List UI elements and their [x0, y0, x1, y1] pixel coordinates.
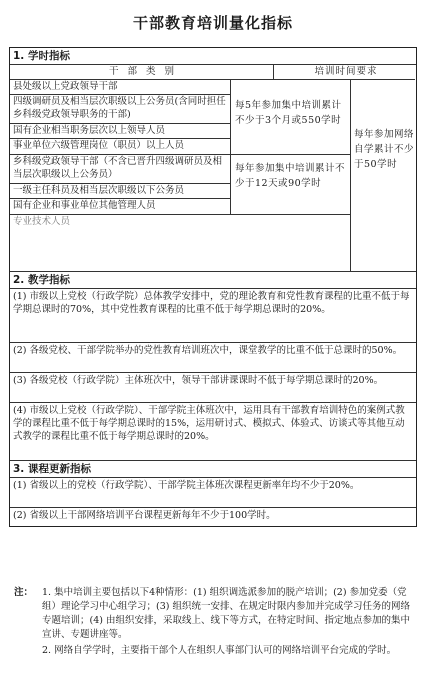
requirement-yearly: 每年参加集中培训累计不少于12天或90学时 [235, 163, 346, 189]
teaching-item-1: (1) 市级以上党校（行政学院）总体教学安排中，党的理论教育和党性教育课程的比重不低于每学期总课时的70%，其中党性教育课程的比重不低于每学期总课时的20%。 [10, 289, 416, 343]
note-1: 1. 集中培训主要包括以下4种情形：(1) 组织调选派参加的脱产培训；(2) 参加党委（党组）理论学习中心组学习；(3) 组织统一安排、在规定时限内参加并完成学习任务的网络专题培训；(4) 由组织安排，采取线上、线下等方式，在特定时间、指定地点参加的集中宣讲、专题讲座等。 [42, 587, 410, 640]
requirement-online: 每年参加网络自学累计不少于50学时 [354, 129, 414, 170]
category-row-8: 专业技术人员 [13, 216, 71, 227]
category-row-4: 事业单位六级管理岗位（职员）以上人员 [13, 140, 185, 151]
hours-grid [10, 65, 416, 272]
category-row-3: 国有企业相当职务层次以上领导人员 [13, 125, 166, 136]
teaching-item-4: (4) 市级以上党校（行政学院）、干部学院主体班次中，运用具有干部教育培训特色的案例式教学的课程比重不低于每学期总课时的15%，运用研讨式、模拟式、体验式、访谈式等其他互动式教学的课程比重不低于每学期总课时的20%。 [10, 403, 416, 461]
category-row-7: 国有企业和事业单位其他管理人员 [13, 200, 156, 211]
indicator-table [9, 47, 417, 527]
teaching-item-3: (3) 各级党校（行政学院）主体班次中，领导干部讲课课时不低于每学期总课时的20%。 [10, 373, 416, 403]
col-header-requirement: 培训时间要求 [314, 66, 378, 77]
section-teaching-heading: 2. 教学指标 [10, 272, 416, 289]
category-row-5: 乡科级党政领导干部（不含已晋升四级调研员及相当层次职级以上公务员） [13, 156, 223, 180]
divider [230, 79, 231, 215]
note-2: 2. 网络自学学时，主要指干部个人在组织人事部门认可的网络培训平台完成的学时。 [42, 645, 397, 656]
divider [350, 79, 351, 271]
course-item-1: (1) 省级以上的党校（行政学院）、干部学院主体班次课程更新率年均不少于20%。 [10, 478, 416, 508]
notes-label: 注： [14, 587, 34, 598]
course-item-2: (2) 省级以上干部网络培训平台课程更新每年不少于100学时。 [13, 510, 276, 521]
section-course-heading: 3. 课程更新指标 [10, 461, 416, 478]
divider [273, 65, 274, 79]
requirement-5year: 每5年参加集中培训累计不少于3个月或550学时 [235, 100, 342, 126]
category-row-1: 县处级以上党政领导干部 [13, 81, 118, 92]
col-header-category: 干 部 类 别 [108, 66, 178, 77]
category-row-6: 一级主任科员及相当层次职级以下公务员 [13, 185, 185, 196]
category-row-2: 四级调研员及相当层次职级以上公务员(含同时担任乡科级党政领导职务的干部) [13, 96, 226, 120]
teaching-item-2: (2) 各级党校、干部学院举办的党性教育培训班次中，课堂教学的比重不低于总课时的50%。 [10, 343, 416, 373]
section-hours-heading: 1. 学时指标 [10, 48, 416, 65]
document-title: 干部教育培训量化指标 [132, 14, 293, 32]
